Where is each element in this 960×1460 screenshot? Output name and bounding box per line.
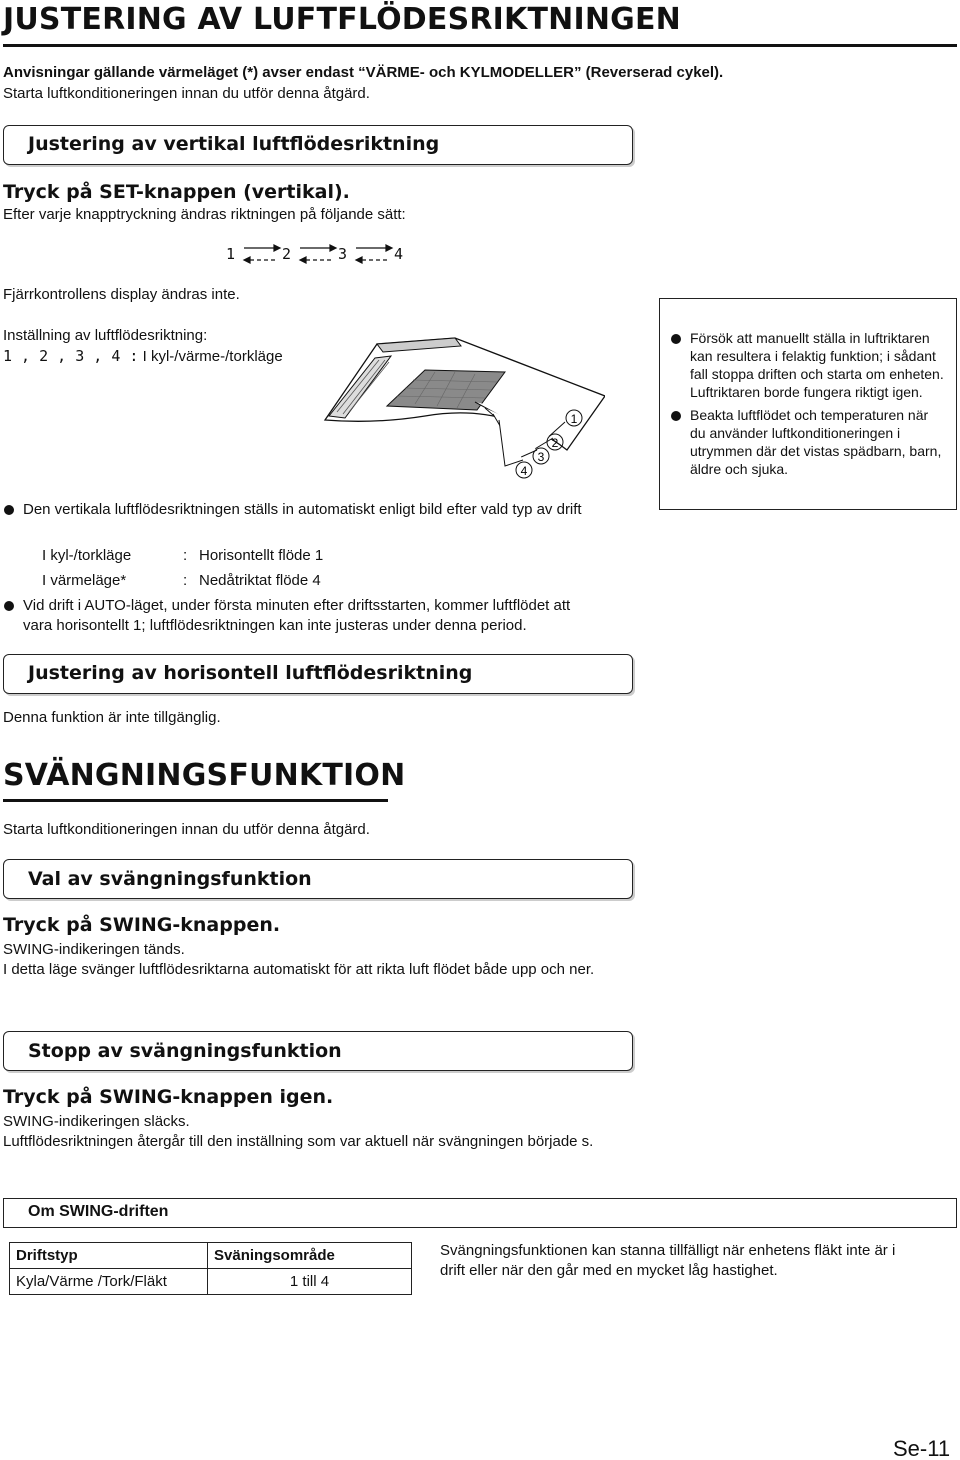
press-set-heading: Tryck på SET-knappen (vertikal). xyxy=(3,181,350,203)
table-cell-range: 1 till 4 xyxy=(208,1269,412,1295)
caution-1-line-4: Luftriktaren borde fungera riktigt igen. xyxy=(690,384,923,400)
swing-title-rule xyxy=(3,799,388,802)
table-header-range: Sväningsområde xyxy=(208,1243,412,1269)
horizontal-adjust-title: Justering av horisontell luftflödesriktning xyxy=(28,662,473,684)
table-header-type: Driftstyp xyxy=(10,1243,208,1269)
caution-2-line-1: Beakta luftflödet och temperaturen när xyxy=(690,407,929,423)
swing-on-line-2: I detta läge svänger luftflödesriktarna automatiskt för att rikta luft flödet både upp och ner. xyxy=(3,961,595,978)
setting-numbers: 1 , 2 , 3 , 4 : xyxy=(3,347,139,365)
auto-mode-line-2: vara horisontellt 1; luftflödesriktningen kan inte justeras under denna period. xyxy=(23,617,527,634)
auto-mode-line-1: Vid drift i AUTO-läget, under första minuten efter driftsstarten, kommer luftflödet att xyxy=(23,597,571,614)
horizontal-unavailable-text: Denna funktion är inte tillgänglig. xyxy=(3,709,221,726)
notice-line-2: Starta luftkonditioneringen innan du utför denna åtgärd. xyxy=(3,85,370,102)
auto-mode-bullet-icon xyxy=(4,601,14,611)
position-label-3: 3 xyxy=(537,450,545,464)
swing-stop-title: Stopp av svängningsfunktion xyxy=(28,1040,342,1062)
page-number: Se-11 xyxy=(893,1436,951,1460)
swing-range-table xyxy=(9,1242,412,1295)
caution-2-line-2: du använder luftkonditioneringen i xyxy=(690,425,901,441)
table-cell-type: Kyla/Värme /Tork/Fläkt xyxy=(10,1269,208,1295)
remote-display-text: Fjärrkontrollens display ändras inte. xyxy=(3,286,240,303)
swing-select-title: Val av svängningsfunktion xyxy=(28,868,312,890)
each-press-text: Efter varje knapptryckning ändras riktningen på följande sätt: xyxy=(3,206,406,223)
setting-mode: I kyl-/värme-/torkläge xyxy=(142,348,283,365)
caution-1-line-2: kan resultera i felaktig funktion; i sådant xyxy=(690,348,936,364)
sequence-step-3: 3 xyxy=(338,245,348,263)
position-label-4: 4 xyxy=(520,464,528,478)
caution-text-1 xyxy=(690,329,952,401)
cassette-unit-illustration xyxy=(305,332,605,492)
mode-row-cool-label: I kyl-/torkläge xyxy=(42,547,132,564)
caution-box xyxy=(659,298,957,510)
sequence-step-2: 2 xyxy=(282,245,292,263)
swing-off-line-1: SWING-indikeringen släcks. xyxy=(3,1113,190,1130)
mode-row-heat-sep: : xyxy=(183,572,188,589)
caution-text-2 xyxy=(690,406,952,478)
position-label-2: 2 xyxy=(551,436,559,450)
swing-intro-text: Starta luftkonditioneringen innan du utför denna åtgärd. xyxy=(3,821,370,838)
swing-note-line-1: Svängningsfunktionen kan stanna tillfälligt när enhetens fläkt inte är i xyxy=(440,1242,896,1259)
swing-off-line-2: Luftflödesriktningen återgår till den inställning som var aktuell när svängningen började s. xyxy=(3,1133,594,1150)
caution-2-line-4: äldre och sjuka. xyxy=(690,461,789,477)
swing-note-line-2: drift eller när den går med en mycket låg hastighet. xyxy=(440,1262,778,1279)
mode-row-cool-sep: : xyxy=(183,547,188,564)
section-title-airflow: JUSTERING AV LUFTFLÖDESRIKTNINGEN xyxy=(3,2,681,37)
direction-sequence xyxy=(222,240,422,268)
airflow-setting-line xyxy=(3,346,283,367)
caution-bullet-1-icon xyxy=(671,334,681,344)
caution-2-line-3: utrymmen där det vistas spädbarn, barn, xyxy=(690,443,942,459)
about-swing-title: Om SWING-driften xyxy=(28,1203,169,1220)
caution-1-line-1: Försök att manuellt ställa in luftriktaren xyxy=(690,330,930,346)
title-rule xyxy=(3,44,957,47)
mode-row-cool-value: Horisontellt flöde 1 xyxy=(199,547,324,564)
notice-line-1: Anvisningar gällande värmeläget (*) avser endast “VÄRME- och KYLMODELLER” (Reverserad cykel). xyxy=(3,64,724,81)
table-row xyxy=(10,1269,412,1295)
position-label-1: 1 xyxy=(570,412,578,426)
caution-bullet-2-icon xyxy=(671,411,681,421)
mode-row-heat-label: I värmeläge* xyxy=(42,572,127,589)
sequence-arrows-icon xyxy=(222,240,422,268)
airflow-setting-label: Inställning av luftflödesriktning: xyxy=(3,327,208,344)
table-header-row xyxy=(10,1243,412,1269)
auto-direction-bullet-icon xyxy=(4,505,14,515)
mode-row-heat-value: Nedåtriktat flöde 4 xyxy=(199,572,321,589)
section-title-swing: SVÄNGNINGSFUNKTION xyxy=(3,758,406,793)
sequence-step-4: 4 xyxy=(394,245,404,263)
vertical-adjust-title: Justering av vertikal luftflödesriktning xyxy=(28,133,440,155)
press-swing-heading: Tryck på SWING-knappen. xyxy=(3,914,281,936)
caution-1-line-3: fall stoppa driften och starta om enheten. xyxy=(690,366,944,382)
press-swing-again-heading: Tryck på SWING-knappen igen. xyxy=(3,1086,334,1108)
sequence-step-1: 1 xyxy=(226,245,236,263)
auto-direction-text: Den vertikala luftflödesriktningen ställs in automatiskt enligt bild efter vald typ av drift xyxy=(23,501,582,518)
swing-on-line-1: SWING-indikeringen tänds. xyxy=(3,941,185,958)
